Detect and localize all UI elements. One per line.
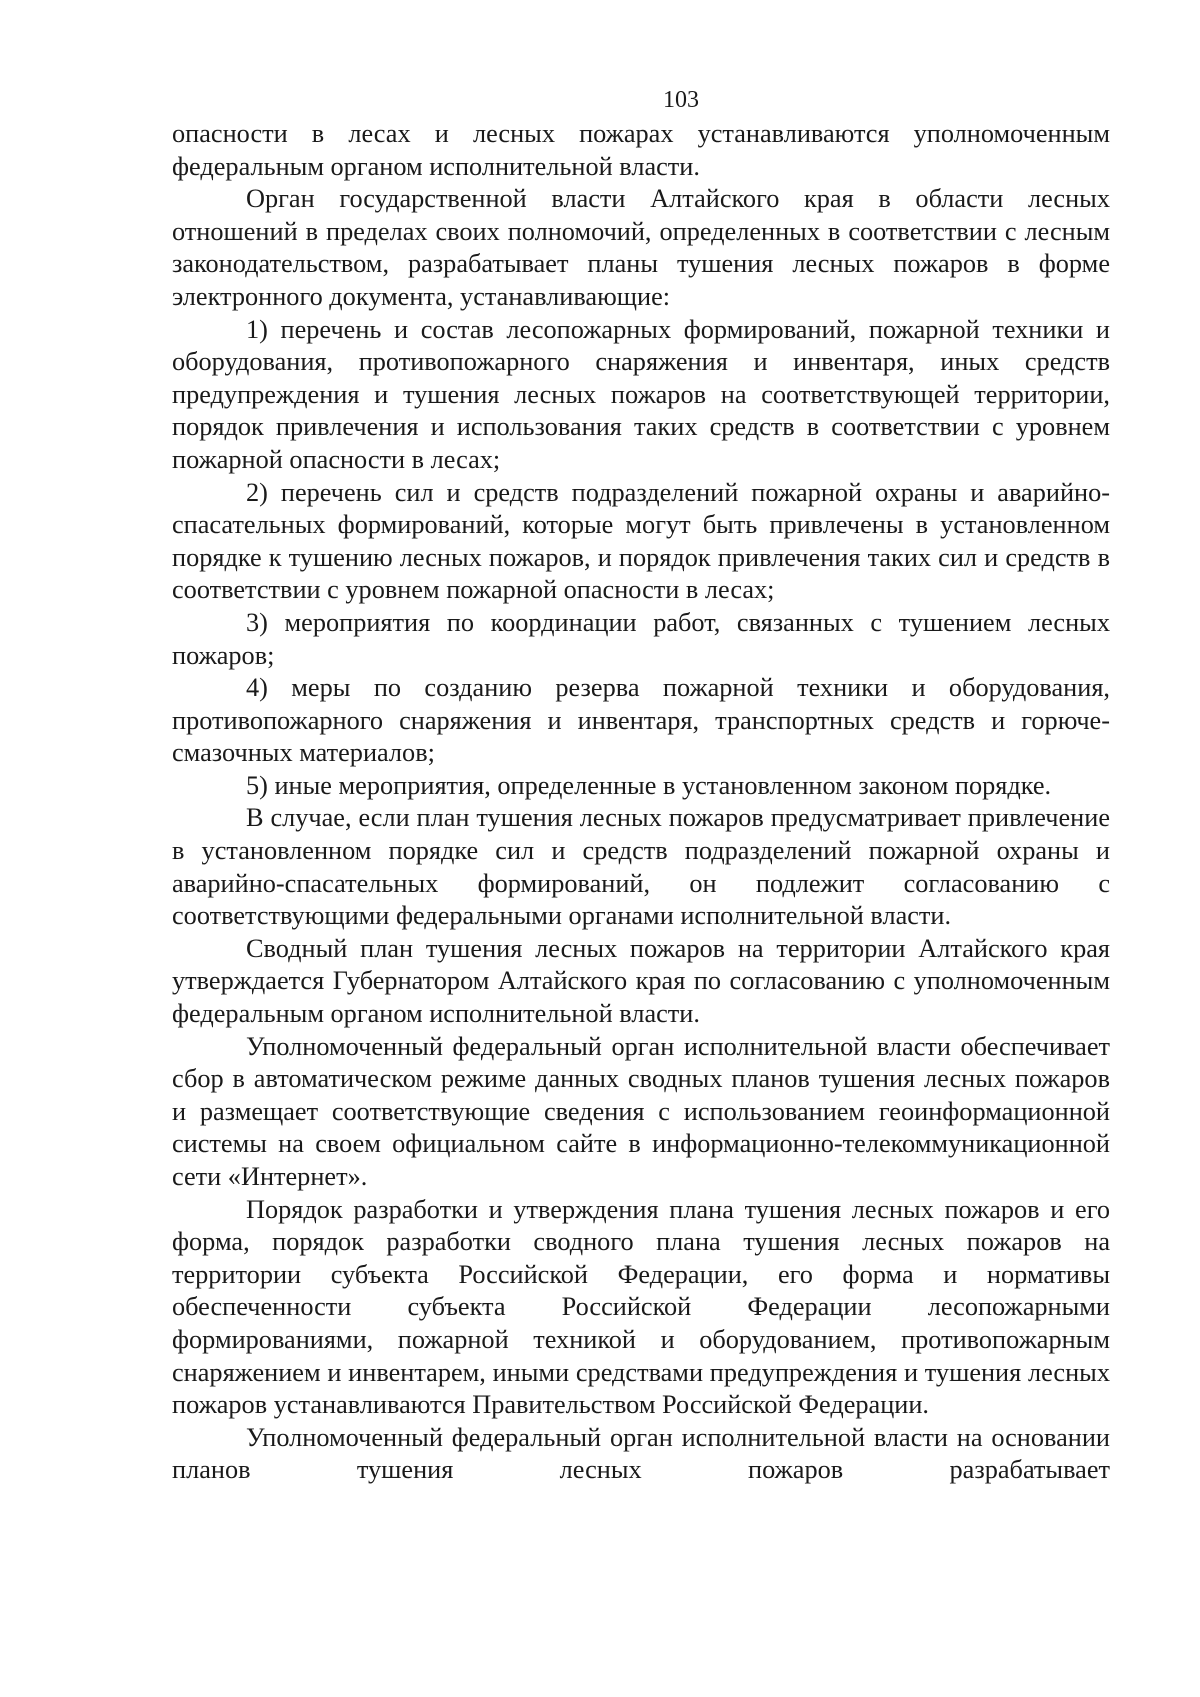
page-number: 103	[663, 87, 699, 113]
paragraph: 1) перечень и состав лесопожарных формирований, пожарной техники и оборудования, противопожарного снаряжения и инвентаря, иных средств предупреждения и тушения лесных пожаров на соответствующей территории, порядок привлечения и использования таких средств в соответствии с уровнем пожарной опасности в лесах;	[172, 314, 1110, 474]
paragraph: 2) перечень сил и средств подразделений пожарной охраны и аварийно-спасательных формирований, которые могут быть привлечены в установленном порядке к тушению лесных пожаров, и порядок привлечения таких сил и средств в соответствии с уровнем пожарной опасности в лесах;	[172, 477, 1110, 605]
paragraph: Уполномоченный федеральный орган исполнительной власти на основании планов тушения лесных пожаров разрабатывает	[172, 1422, 1110, 1485]
paragraph: Порядок разработки и утверждения плана тушения лесных пожаров и его форма, порядок разработки сводного плана тушения лесных пожаров на территории субъекта Российской Федерации, его форма и нормативы обеспеченности субъекта Российской Федерации лесопожарными формированиями, пожарной техникой и оборудованием, противопожарным снаряжением и инвентарем, иными средствами предупреждения и тушения лесных пожаров устанавливаются Правительством Российской Федерации.	[172, 1194, 1110, 1420]
body-text	[172, 118, 1110, 1487]
paragraph: Орган государственной власти Алтайского края в области лесных отношений в пределах своих полномочий, определенных в соответствии с лесным законодательством, разрабатывает планы тушения лесных пожаров в форме электронного документа, устанавливающие:	[172, 184, 1110, 311]
paragraph: Уполномоченный федеральный орган исполнительной власти обеспечивает сбор в автоматическом режиме данных сводных планов тушения лесных пожаров и размещает соответствующие сведения с использованием геоинформационной системы на своем официальном сайте в информационно-телекоммуникационной сети «Интернет».	[172, 1031, 1110, 1191]
paragraph: 4) меры по созданию резерва пожарной техники и оборудования, противопожарного снаряжения и инвентаря, транспортных средств и горюче-смазочных материалов;	[172, 673, 1110, 768]
paragraph: Сводный план тушения лесных пожаров на территории Алтайского края утверждается Губернатором Алтайского края по согласованию с уполномоченным федеральным органом исполнительной власти.	[172, 933, 1110, 1029]
paragraph: опасности в лесах и лесных пожарах устанавливаются уполномоченным федеральным органом исполнительной власти.	[172, 119, 1110, 181]
paragraph: 3) мероприятия по координации работ, связанных с тушением лесных пожаров;	[172, 607, 1110, 670]
paragraph: 5) иные мероприятия, определенные в установленном законом порядке.	[246, 770, 1052, 800]
paragraph: В случае, если план тушения лесных пожаров предусматривает привлечение в установленном порядке сил и средств подразделений пожарной охраны и аварийно-спасательных формирований, он подлежит согласованию с соответствующими федеральными органами исполнительной власти.	[172, 803, 1110, 931]
